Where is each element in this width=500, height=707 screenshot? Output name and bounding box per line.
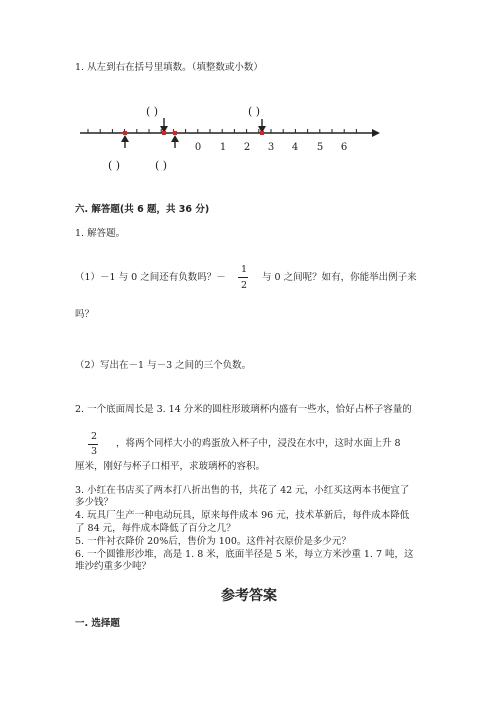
paren-top-right: ( ) [248, 105, 261, 118]
marker-point-1 [123, 131, 127, 135]
marker-point-3 [173, 131, 177, 135]
axis-arrowhead [372, 129, 380, 137]
marker-point-2 [162, 131, 166, 135]
p2-line3: 厘米，刚好与杯子口相平，求玻璃杯的容积。 [75, 461, 266, 472]
tick-label-6: 6 [340, 142, 348, 153]
p3-line1: 3. 小红在书店买了两本打八折出售的书，共花了 42 元，小红买这两本书便宜了 [75, 485, 410, 496]
section-heading: 六. 解答题(共 6 题，共 36 分) [75, 204, 210, 215]
p5-line1: 5. 一件衬衣降价 20%后，售价为 100。这件衬衣原价是多少元？ [75, 536, 351, 547]
p2-fraction-numerator: 2 [91, 431, 98, 442]
p3-line2: 多少钱？ [75, 497, 114, 508]
p2-fraction-bar [88, 444, 98, 445]
paren-bottom-1: ( ) [108, 159, 121, 172]
p1-intro: 1. 解答题。 [75, 228, 126, 239]
tick-label-3: 3 [267, 142, 275, 153]
tick-label-5: 5 [316, 142, 324, 153]
answers-title: 参考答案 [221, 588, 277, 604]
up-arrow-right [171, 135, 179, 148]
marker-point-4 [260, 131, 264, 135]
p2-line1: 2. 一个底面周长是 3. 14 分米的圆柱形玻璃杯内盛有一些水，恰好占杯子容量的 [75, 404, 412, 415]
q1-instruction: 1. 从左到右在括号里填数。（填整数或小数） [75, 62, 263, 73]
p4-line1: 4. 玩具厂生产一种电动玩具，原来每件成本 96 元，技术革新后，每件成本降低 [75, 510, 410, 521]
p1-fraction-numerator: 1 [241, 264, 248, 275]
paren-top-left: ( ) [146, 105, 159, 118]
up-arrow-left [121, 135, 129, 148]
tick-label-2: 2 [243, 142, 251, 153]
p6-line2: 堆沙约重多少吨？ [75, 561, 152, 572]
tick-label-4: 4 [291, 142, 299, 153]
p1-sub1-b: 与 0 之间呢？如有，你能举出例子来 [262, 272, 417, 283]
p6-line1: 6. 一个圆锥形沙堆，高是 1. 8 米，底面半径是 5 米，每立方米沙重 1. 7 吨，这 [75, 549, 414, 560]
paren-bottom-2: ( ) [155, 159, 168, 172]
p1-fraction-bar [238, 277, 248, 278]
tick-label-0: 0 [194, 142, 202, 153]
p1-sub1-c: 吗？ [75, 309, 95, 320]
p2-line2: ，将两个同样大小的鸡蛋放入杯子中，浸没在水中，这时水面上升 8 [116, 438, 401, 449]
p4-line2: 了 84 元，每件成本降低了百分之几？ [75, 523, 236, 534]
number-line-figure [0, 95, 500, 275]
tick-label-1: 1 [219, 142, 227, 153]
p1-fraction-denominator: 2 [241, 280, 248, 291]
answers-subheading: 一. 选择题 [75, 618, 120, 629]
p1-sub2: （2）写出在－1 与－3 之间的三个负数。 [75, 360, 252, 371]
p2-fraction-denominator: 3 [91, 446, 98, 457]
p1-sub1-a: （1）－1 与 0 之间还有负数吗？－ [75, 272, 226, 283]
